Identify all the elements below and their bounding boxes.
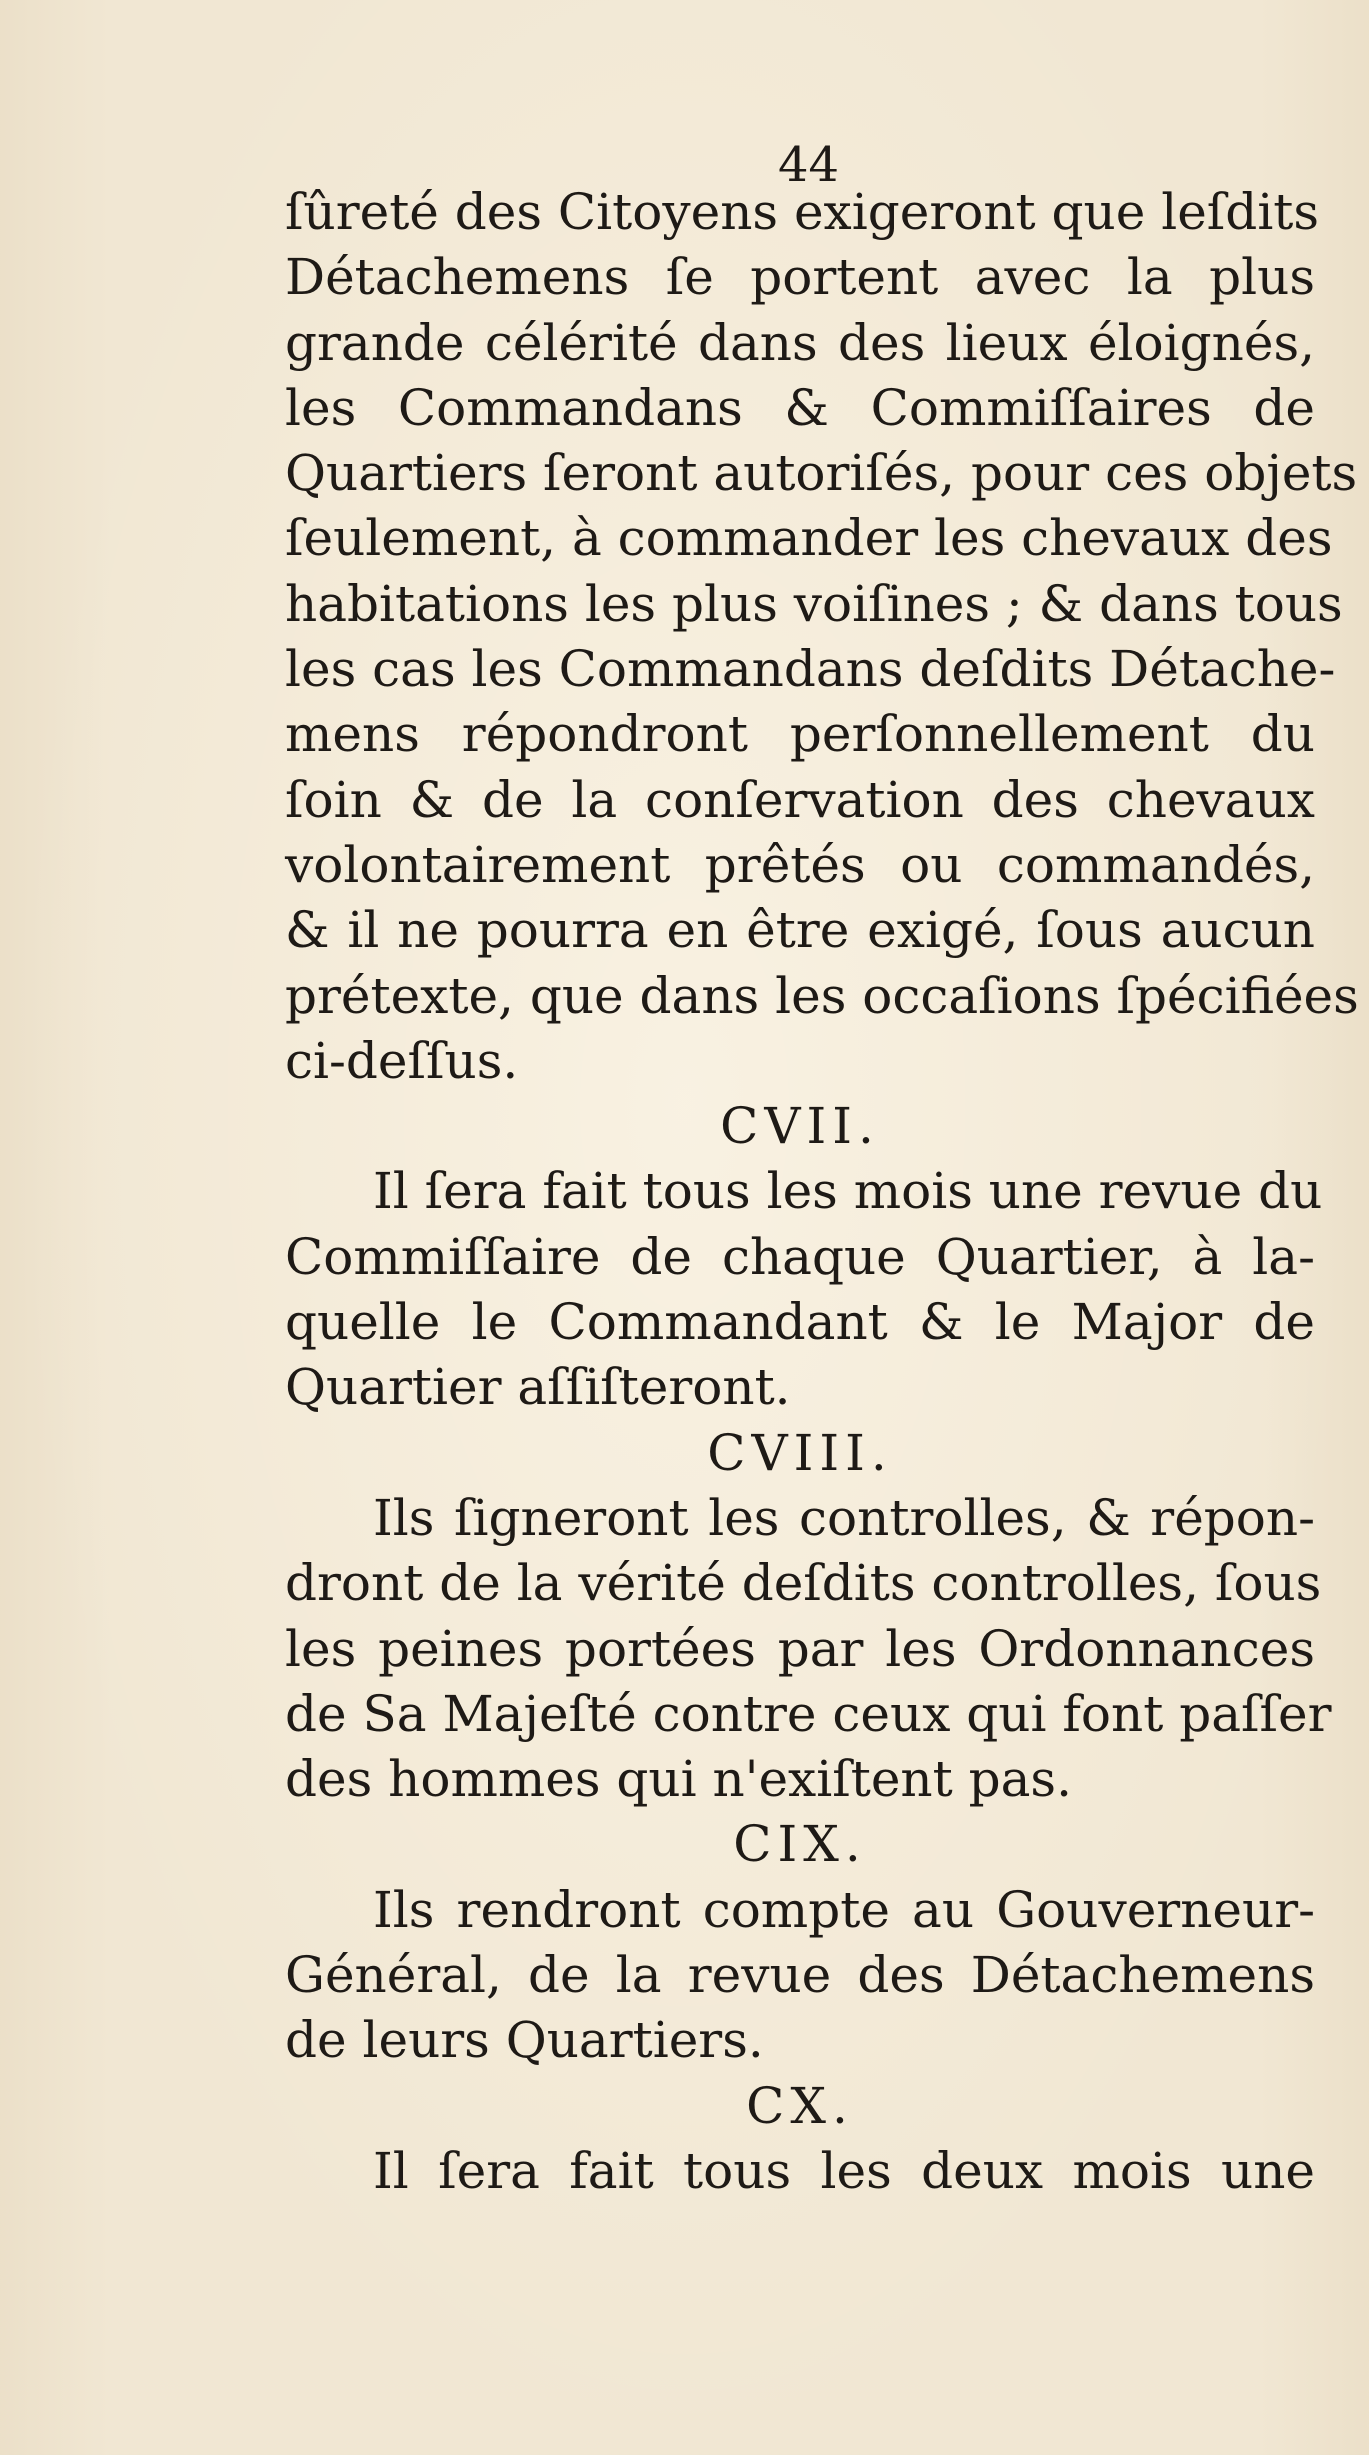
article-heading-cvii: CVII. xyxy=(720,1097,880,1156)
text-line: les cas les Commandans deſdits Détache- xyxy=(285,640,1336,699)
text-line: grande célérité dans des lieux éloignés, xyxy=(285,313,1315,372)
page-number: 44 xyxy=(778,137,840,193)
text-line: Quartier aſſiſteront. xyxy=(285,1358,791,1417)
text-line: volontairement prêtés ou commandés, xyxy=(285,835,1315,894)
text-line: & il ne pourra en être exigé, ſous aucun xyxy=(285,901,1315,960)
paragraph-continued xyxy=(285,180,1359,2204)
text-line: Ils rendront compte au Gouverneur- xyxy=(373,1880,1315,1939)
article-heading-cix: CIX. xyxy=(733,1815,867,1874)
text-line: mens répondront perſonnellement du xyxy=(285,705,1315,764)
article-heading-cviii: CVIII. xyxy=(707,1423,893,1482)
text-line: ſeulement, à commander les chevaux des xyxy=(285,509,1333,568)
text-line: les peines portées par les Ordonnances xyxy=(285,1619,1315,1678)
text-line: dront de la vérité deſdits controlles, ſous xyxy=(285,1554,1322,1613)
text-line: de leurs Quartiers. xyxy=(285,2011,764,2070)
text-line: Commiſſaire de chaque Quartier, à la- xyxy=(285,1227,1315,1286)
text-line: Général, de la revue des Détachemens xyxy=(285,1946,1315,2005)
text-line: Quartiers ſeront autoriſés, pour ces objets xyxy=(285,444,1358,503)
text-line: prétexte, que dans les occaſions ſpécifiées xyxy=(285,966,1359,1025)
text-line: habitations les plus voiſines ; & dans tous xyxy=(285,574,1343,633)
text-line: Détachemens ſe portent avec la plus xyxy=(285,248,1315,307)
text-line: de Sa Majeſté contre ceux qui font paſſer xyxy=(285,1684,1332,1743)
text-line: Il ſera fait tous les deux mois une xyxy=(373,2141,1315,2200)
text-line: des hommes qui n'exiſtent pas. xyxy=(285,1750,1072,1809)
text-line: ſûreté des Citoyens exigeront que leſdits xyxy=(285,183,1320,241)
text-line: Ils ſigneront les controlles, & répon- xyxy=(373,1488,1315,1547)
text-line: Il ſera fait tous les mois une revue du xyxy=(373,1162,1323,1221)
article-heading-cx: CX. xyxy=(746,2076,854,2135)
text-line: quelle le Commandant & le Major de xyxy=(285,1293,1315,1352)
text-line: ſoin & de la conſervation des chevaux xyxy=(285,770,1315,829)
text-line: les Commandans & Commiſſaires de xyxy=(285,378,1315,437)
text-line: ci-deſſus. xyxy=(285,1031,519,1090)
